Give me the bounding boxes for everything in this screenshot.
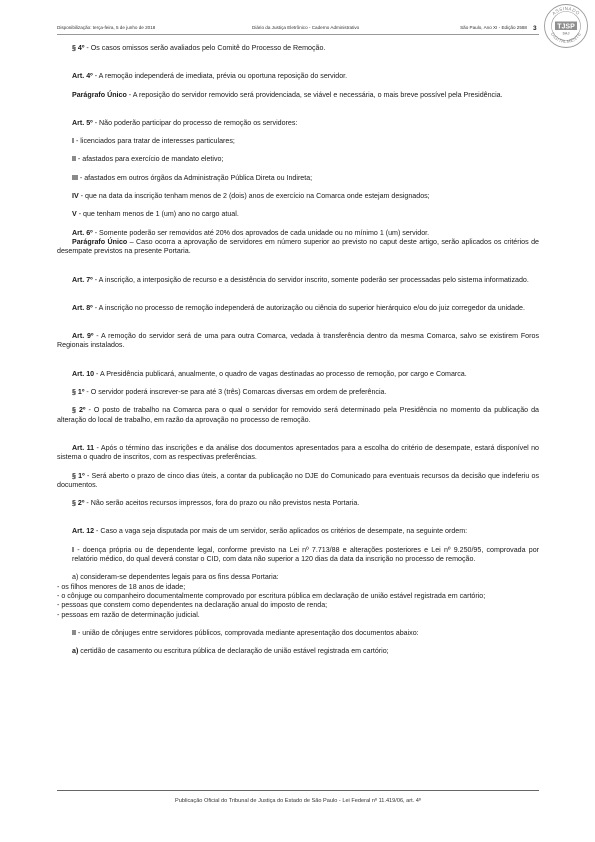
paragraph-text: - O posto de trabalho na Comarca para o qual o servidor for removido será determinado pela Presidência no momento da publicação da alteração do local de trabalho, em razão da aprovação no processo de remoção. [57,406,539,424]
paragraph-label: Art. 5º [72,118,93,127]
paragraph-text: - união de cônjuges entre servidores públicos, comprovada mediante apresentação dos documentos abaixo: [75,628,419,637]
paragraph-text: - A reposição do servidor removido será providenciada, se viável e necessária, o mais breve possível pela Presidência. [126,90,503,99]
paragraph-b8 [57,192,539,201]
paragraph-label: I [72,545,74,554]
paragraph-b18 [57,444,539,463]
paragraph-text: - Será aberto o prazo de cinco dias úteis, a contar da publicação no DJE do Comunicado para eventuais recursos da decisão que indeferiu os documentos. [57,471,540,489]
paragraph-label: § 2º [72,499,85,508]
paragraph-text: – Caso ocorra a aprovação de servidores em número superior ao previsto no caput deste artigo, serão aplicados os critérios de desempate previstos na presente Portaria. [57,237,539,256]
paragraph-b17 [57,406,539,425]
document-body [57,44,539,656]
paragraph-text: - o cônjuge ou companheiro documentalmente comprovado por escritura pública em declaração de união estável registrada em cartório; [57,591,486,600]
paragraph-b13 [57,304,539,313]
paragraph-b16 [57,388,539,397]
paragraph-b24 [57,583,539,592]
paragraph-b3 [57,91,539,100]
paragraph-b14 [57,332,539,351]
paragraph-b9 [57,210,539,219]
header-date: Disponibilização: terça-feira, 5 de junho de 2018 [57,25,156,30]
paragraph-text: - A remoção independerá de imediata, prévia ou oportuna reposição do servidor. [92,72,348,81]
paragraph-label: I [72,137,74,146]
paragraph-b10 [57,229,539,238]
paragraph-text: a) consideram-se dependentes legais para os fins dessa Portaria: [72,573,279,582]
paragraph-b7 [57,174,539,183]
paragraph-b22 [57,546,539,565]
paragraph-text: - Os casos omissos serão avaliados pelo Comitê do Processo de Remoção. [84,44,326,52]
paragraph-text: - que tenham menos de 1 (um) ano no cargo atual. [76,210,239,219]
paragraph-b19 [57,472,539,491]
paragraph-label: II [72,155,76,164]
paragraph-text: certidão de casamento ou escritura pública de declaração de união estável registrada em cartório; [78,647,389,656]
page-footer: Publicação Oficial do Tribunal de Justiça do Estado de São Paulo - Lei Federal nº 11.419/06, art. 4º [175,798,421,804]
paragraph-b12 [57,276,539,285]
paragraph-label: Art. 12 [72,527,95,536]
paragraph-b11 [57,238,539,257]
paragraph-label: Parágrafo Único [72,90,127,99]
paragraph-text: - A inscrição, a interposição de recurso e a desistência do servidor inscrito, somente poderão ser processadas pelo sistema informatizado. [92,275,529,284]
paragraph-label: § 1º [72,388,85,397]
seal-text-bottom: DIGITALMENTE [549,31,583,45]
paragraph-label: Art. 9º [72,332,94,341]
paragraph-b29 [57,647,539,656]
paragraph-text: - Não poderão participar do processo de remoção os servidores: [92,118,298,127]
paragraph-b27 [57,611,539,620]
paragraph-text: - afastados em outros órgãos da Administração Pública Direta ou Indireta; [77,173,313,182]
paragraph-text: - licenciados para tratar de interesses particulares; [73,137,235,146]
seal-text-sub: SAJ [562,31,570,36]
paragraph-text: - Somente poderão ser removidos até 20% dos aprovados de cada unidade ou no mínimo 1 (um) servidor. [92,228,430,237]
paragraph-label: Art. 8º [72,303,93,312]
seal-text-center: TJSP [557,23,575,31]
paragraph-label: Art. 7º [72,275,93,284]
paragraph-b2 [57,72,539,81]
paragraph-b6 [57,155,539,164]
paragraph-text: - A Presidência publicará, anualmente, o quadro de vagas destinadas ao processo de remoção, por cargo e Comarca. [94,369,467,378]
digital-signature-seal-icon [543,3,589,49]
paragraph-label: Art. 10 [72,369,95,378]
paragraph-label: § 1º [72,471,85,480]
paragraph-label: § 2º [72,406,86,415]
paragraph-text: - A inscrição no processo de remoção independerá de autorização ou ciência do superior hierárquico e/ou do juiz corregedor da unidade. [92,303,525,312]
paragraph-text: - pessoas em razão de determinação judicial. [57,610,200,619]
paragraph-label: § 4º [72,44,85,52]
paragraph-text: - pessoas que constem como dependentes na declaração anual do imposto de renda; [57,601,328,610]
paragraph-b23 [57,573,539,582]
paragraph-text: - doença própria ou de dependente legal, conforme previsto na Lei nº 7.713/88 e alterações posteriores e Lei nº 9.250/95, comprovada por relatório médico, do qual deverá constar o CID, com data não superior a 120 dias da data da inscrição no processo de remoção. [72,545,539,564]
paragraph-b26 [57,601,539,610]
paragraph-b25 [57,592,539,601]
seal-text-top: ASSINADO [551,5,581,17]
paragraph-b1 [57,44,539,53]
paragraph-text: - Após o término das inscrições e da análise dos documentos apresentados para a escolha do critério de desempate, estará disponível no sistema o quadro de inscritos, com as respectivas preferências. [57,443,539,462]
paragraph-b21 [57,527,539,536]
paragraph-b4 [57,119,539,128]
paragraph-text: - que na data da inscrição tenham menos de 2 (dois) anos de exercício na Comarca onde estejam designados; [78,192,430,201]
paragraph-label: IV [72,192,79,201]
header-publication: Diário da Justiça Eletrônico - Caderno Administrativo [252,25,360,30]
paragraph-b28 [57,629,539,638]
paragraph-label: V [72,210,77,219]
paragraph-b5 [57,137,539,146]
paragraph-label: Art. 6º [72,228,93,237]
paragraph-label: III [72,173,78,182]
page-number: 3 [533,25,537,32]
paragraph-b15 [57,370,539,379]
paragraph-label: Parágrafo Único [72,237,128,246]
paragraph-label: II [72,628,76,637]
paragraph-text: - O servidor poderá inscrever-se para até 3 (três) Comarcas diversas em ordem de preferência. [84,388,387,397]
paragraph-text: - A remoção do servidor será de uma para outra Comarca, vedada à transferência dentro da mesma Comarca, salvo se existirem Foros Regionais instalados. [57,332,539,350]
paragraph-text: - afastados para exercício de mandato eletivo; [75,155,224,164]
paragraph-label: Art. 11 [72,443,95,452]
header-divider [57,34,539,35]
footer-divider [57,790,539,791]
paragraph-text: - os filhos menores de 18 anos de idade; [57,582,186,591]
paragraph-b20 [57,499,539,508]
paragraph-label: Art. 4º [72,72,93,81]
header-edition: São Paulo, Ano XI - Edição 2588 [460,25,527,30]
paragraph-label: a) [72,647,79,656]
paragraph-text: - Não serão aceitos recursos impressos, fora do prazo ou não previstos nesta Portaria. [84,499,360,508]
paragraph-text: - Caso a vaga seja disputada por mais de um servidor, serão aplicados os critérios de desempate, na seguinte ordem: [94,527,468,536]
